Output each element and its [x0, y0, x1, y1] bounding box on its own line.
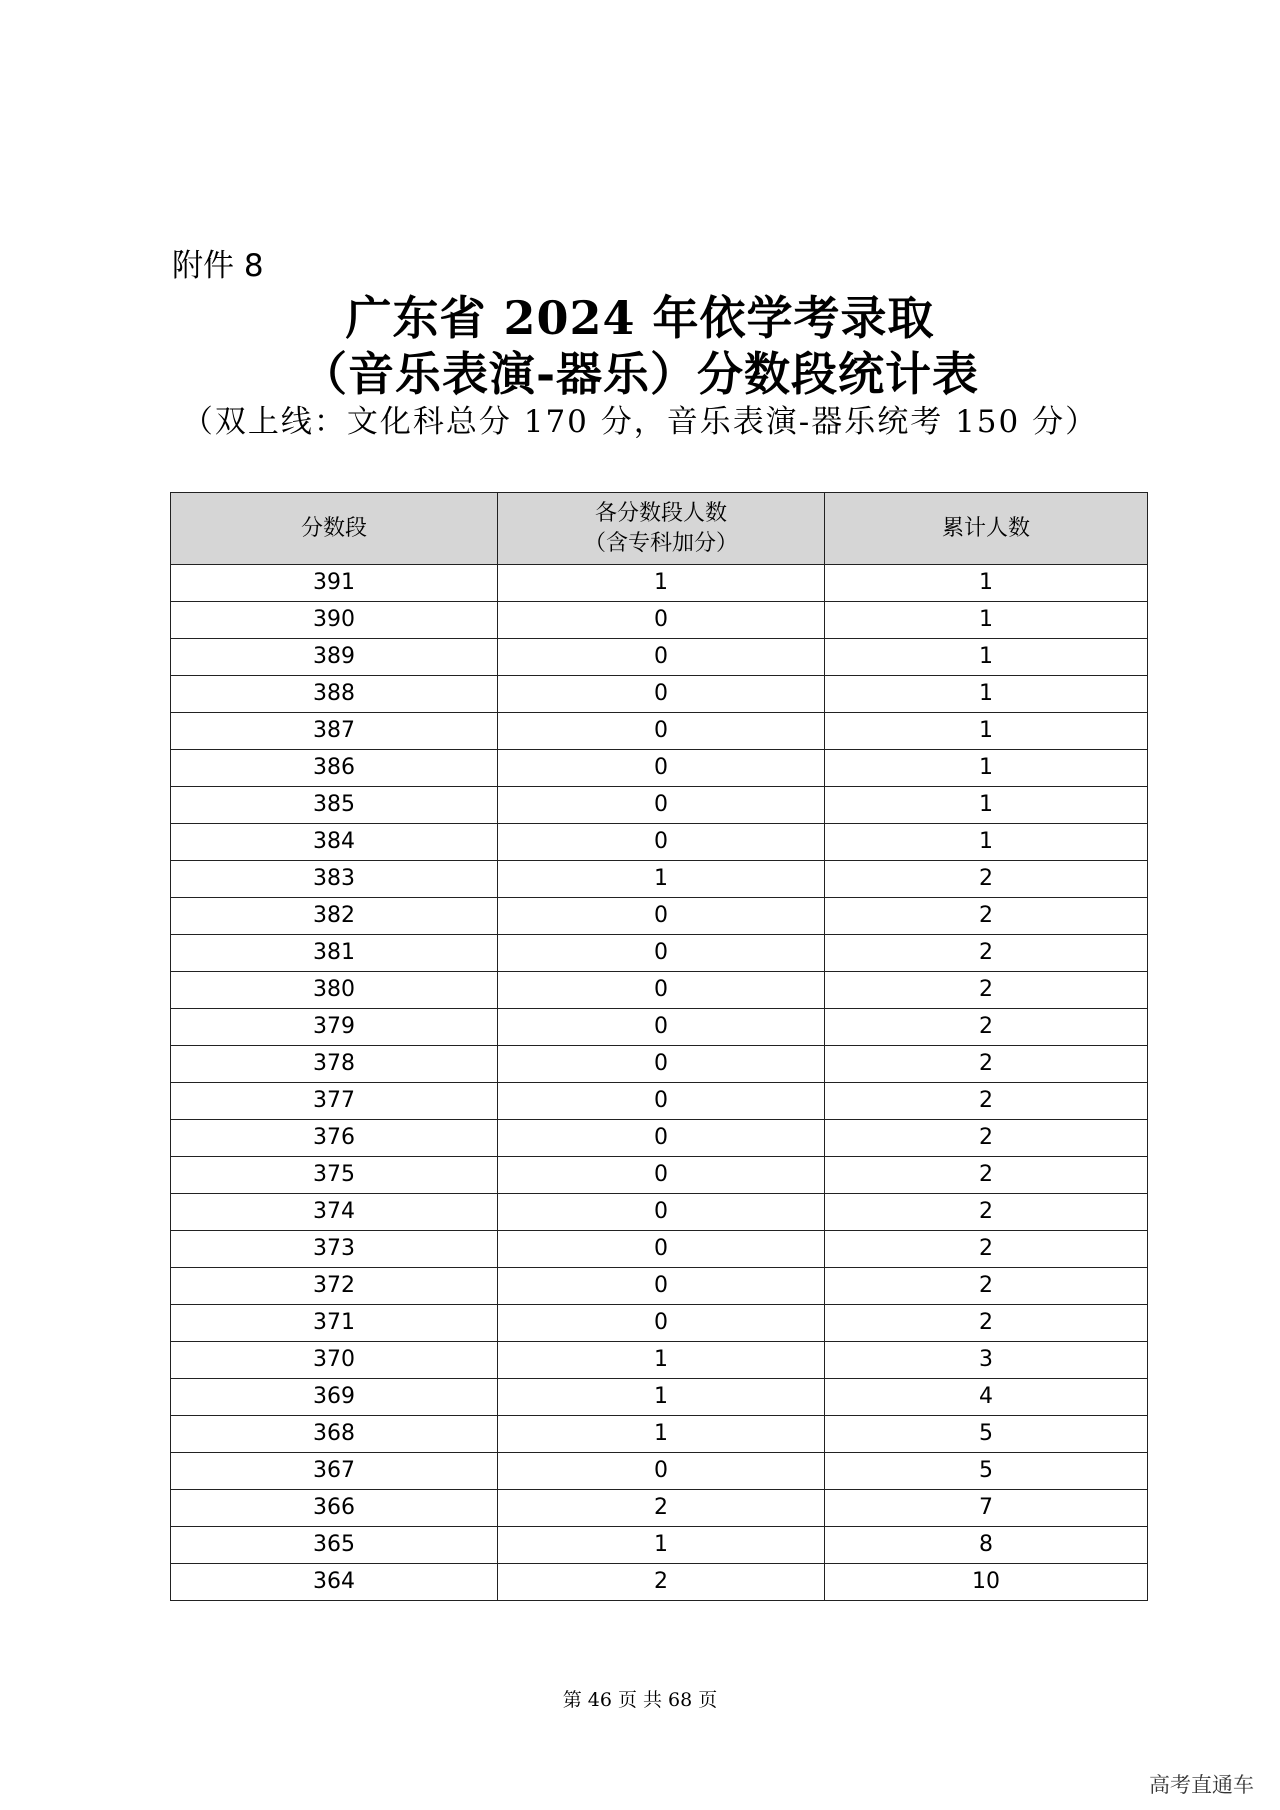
cell-cumulative: 2: [825, 935, 1148, 972]
cell-count: 0: [498, 750, 825, 787]
table-row: [171, 1268, 1148, 1305]
cell-score: 377: [171, 1083, 498, 1120]
cell-score: 372: [171, 1268, 498, 1305]
header-cumulative: [825, 493, 1148, 565]
table-row: [171, 787, 1148, 824]
cell-score: 371: [171, 1305, 498, 1342]
cell-cumulative: 1: [825, 824, 1148, 861]
table-row: [171, 1157, 1148, 1194]
table-header-row: [171, 493, 1148, 565]
cell-count: 0: [498, 602, 825, 639]
cell-count: 2: [498, 1564, 825, 1601]
cell-score: 379: [171, 1009, 498, 1046]
table-row: [171, 1490, 1148, 1527]
cell-score: 391: [171, 565, 498, 602]
header-cumulative-label: 累计人数: [941, 515, 1030, 541]
cell-cumulative: 2: [825, 1268, 1148, 1305]
cell-cumulative: 1: [825, 713, 1148, 750]
table-row: [171, 1009, 1148, 1046]
cell-count: 0: [498, 935, 825, 972]
cell-count: 0: [498, 1120, 825, 1157]
cell-score: 364: [171, 1564, 498, 1601]
cell-count: 1: [498, 861, 825, 898]
table-row: [171, 1194, 1148, 1231]
cell-count: 0: [498, 1194, 825, 1231]
table-row: [171, 1527, 1148, 1564]
cell-score: 368: [171, 1416, 498, 1453]
cell-count: 1: [498, 1416, 825, 1453]
table-row: [171, 1379, 1148, 1416]
table-row: [171, 824, 1148, 861]
score-distribution-table: [170, 492, 1148, 1601]
table-row: [171, 1564, 1148, 1601]
table-row: [171, 1083, 1148, 1120]
header-score: [171, 493, 498, 565]
table-row: [171, 935, 1148, 972]
cell-score: 365: [171, 1527, 498, 1564]
table-row: [171, 1120, 1148, 1157]
cell-cumulative: 1: [825, 639, 1148, 676]
cell-count: 0: [498, 972, 825, 1009]
cell-score: 367: [171, 1453, 498, 1490]
attachment-label: 附件 8: [172, 248, 264, 284]
table-row: [171, 1305, 1148, 1342]
table-row: [171, 1046, 1148, 1083]
cell-score: 382: [171, 898, 498, 935]
cell-cumulative: 10: [825, 1564, 1148, 1601]
page-number-footer: 第 46 页 共 68 页: [562, 1689, 718, 1711]
cell-score: 381: [171, 935, 498, 972]
cell-cumulative: 3: [825, 1342, 1148, 1379]
cell-score: 366: [171, 1490, 498, 1527]
page-subtitle: （双上线：文化科总分 170 分，音乐表演-器乐统考 150 分）: [181, 404, 1099, 440]
cell-cumulative: 2: [825, 1194, 1148, 1231]
cell-count: 0: [498, 787, 825, 824]
cell-cumulative: 2: [825, 1009, 1148, 1046]
table-row: [171, 861, 1148, 898]
table-row: [171, 676, 1148, 713]
cell-count: 2: [498, 1490, 825, 1527]
cell-score: 369: [171, 1379, 498, 1416]
table-row: [171, 1231, 1148, 1268]
cell-cumulative: 5: [825, 1416, 1148, 1453]
cell-cumulative: 2: [825, 1120, 1148, 1157]
cell-count: 1: [498, 1527, 825, 1564]
header-count: [498, 493, 825, 565]
cell-count: 0: [498, 1305, 825, 1342]
cell-count: 0: [498, 713, 825, 750]
cell-cumulative: 1: [825, 787, 1148, 824]
table-row: [171, 602, 1148, 639]
cell-cumulative: 7: [825, 1490, 1148, 1527]
cell-cumulative: 2: [825, 898, 1148, 935]
header-score-label: 分数段: [300, 515, 367, 541]
cell-count: 1: [498, 1379, 825, 1416]
cell-score: 387: [171, 713, 498, 750]
cell-count: 0: [498, 1268, 825, 1305]
cell-count: 0: [498, 1009, 825, 1046]
cell-cumulative: 2: [825, 1046, 1148, 1083]
page-title-line2: （音乐表演-器乐）分数段统计表: [300, 347, 980, 401]
cell-score: 376: [171, 1120, 498, 1157]
cell-score: 388: [171, 676, 498, 713]
cell-score: 375: [171, 1157, 498, 1194]
cell-cumulative: 2: [825, 1231, 1148, 1268]
cell-count: 0: [498, 1453, 825, 1490]
cell-cumulative: 5: [825, 1453, 1148, 1490]
cell-cumulative: 2: [825, 1305, 1148, 1342]
cell-count: 0: [498, 676, 825, 713]
page-title-line1: 广东省 2024 年依学考录取: [345, 291, 935, 345]
cell-count: 0: [498, 1231, 825, 1268]
cell-score: 380: [171, 972, 498, 1009]
table-row: [171, 565, 1148, 602]
table-row: [171, 639, 1148, 676]
cell-count: 1: [498, 1342, 825, 1379]
table-row: [171, 972, 1148, 1009]
table-row: [171, 1453, 1148, 1490]
table-row: [171, 713, 1148, 750]
cell-score: 378: [171, 1046, 498, 1083]
cell-cumulative: 2: [825, 972, 1148, 1009]
table-row: [171, 1416, 1148, 1453]
cell-score: 383: [171, 861, 498, 898]
cell-score: 370: [171, 1342, 498, 1379]
cell-count: 1: [498, 565, 825, 602]
cell-score: 374: [171, 1194, 498, 1231]
watermark: 高考直通车: [1149, 1773, 1254, 1797]
cell-cumulative: 2: [825, 1083, 1148, 1120]
cell-cumulative: 2: [825, 1157, 1148, 1194]
cell-cumulative: 4: [825, 1379, 1148, 1416]
cell-score: 373: [171, 1231, 498, 1268]
cell-cumulative: 1: [825, 602, 1148, 639]
header-count-line1: 各分数段人数: [594, 500, 727, 526]
table-body: [171, 565, 1148, 1601]
cell-count: 0: [498, 1083, 825, 1120]
cell-count: 0: [498, 639, 825, 676]
cell-cumulative: 8: [825, 1527, 1148, 1564]
cell-count: 0: [498, 824, 825, 861]
cell-cumulative: 1: [825, 750, 1148, 787]
table-row: [171, 750, 1148, 787]
cell-cumulative: 1: [825, 565, 1148, 602]
table-row: [171, 1342, 1148, 1379]
cell-score: 385: [171, 787, 498, 824]
cell-score: 389: [171, 639, 498, 676]
cell-cumulative: 1: [825, 676, 1148, 713]
cell-score: 390: [171, 602, 498, 639]
table-row: [171, 898, 1148, 935]
cell-score: 386: [171, 750, 498, 787]
cell-score: 384: [171, 824, 498, 861]
header-count-line2: （含专科加分）: [583, 530, 738, 556]
cell-cumulative: 2: [825, 861, 1148, 898]
cell-count: 0: [498, 1157, 825, 1194]
cell-count: 0: [498, 898, 825, 935]
cell-count: 0: [498, 1046, 825, 1083]
